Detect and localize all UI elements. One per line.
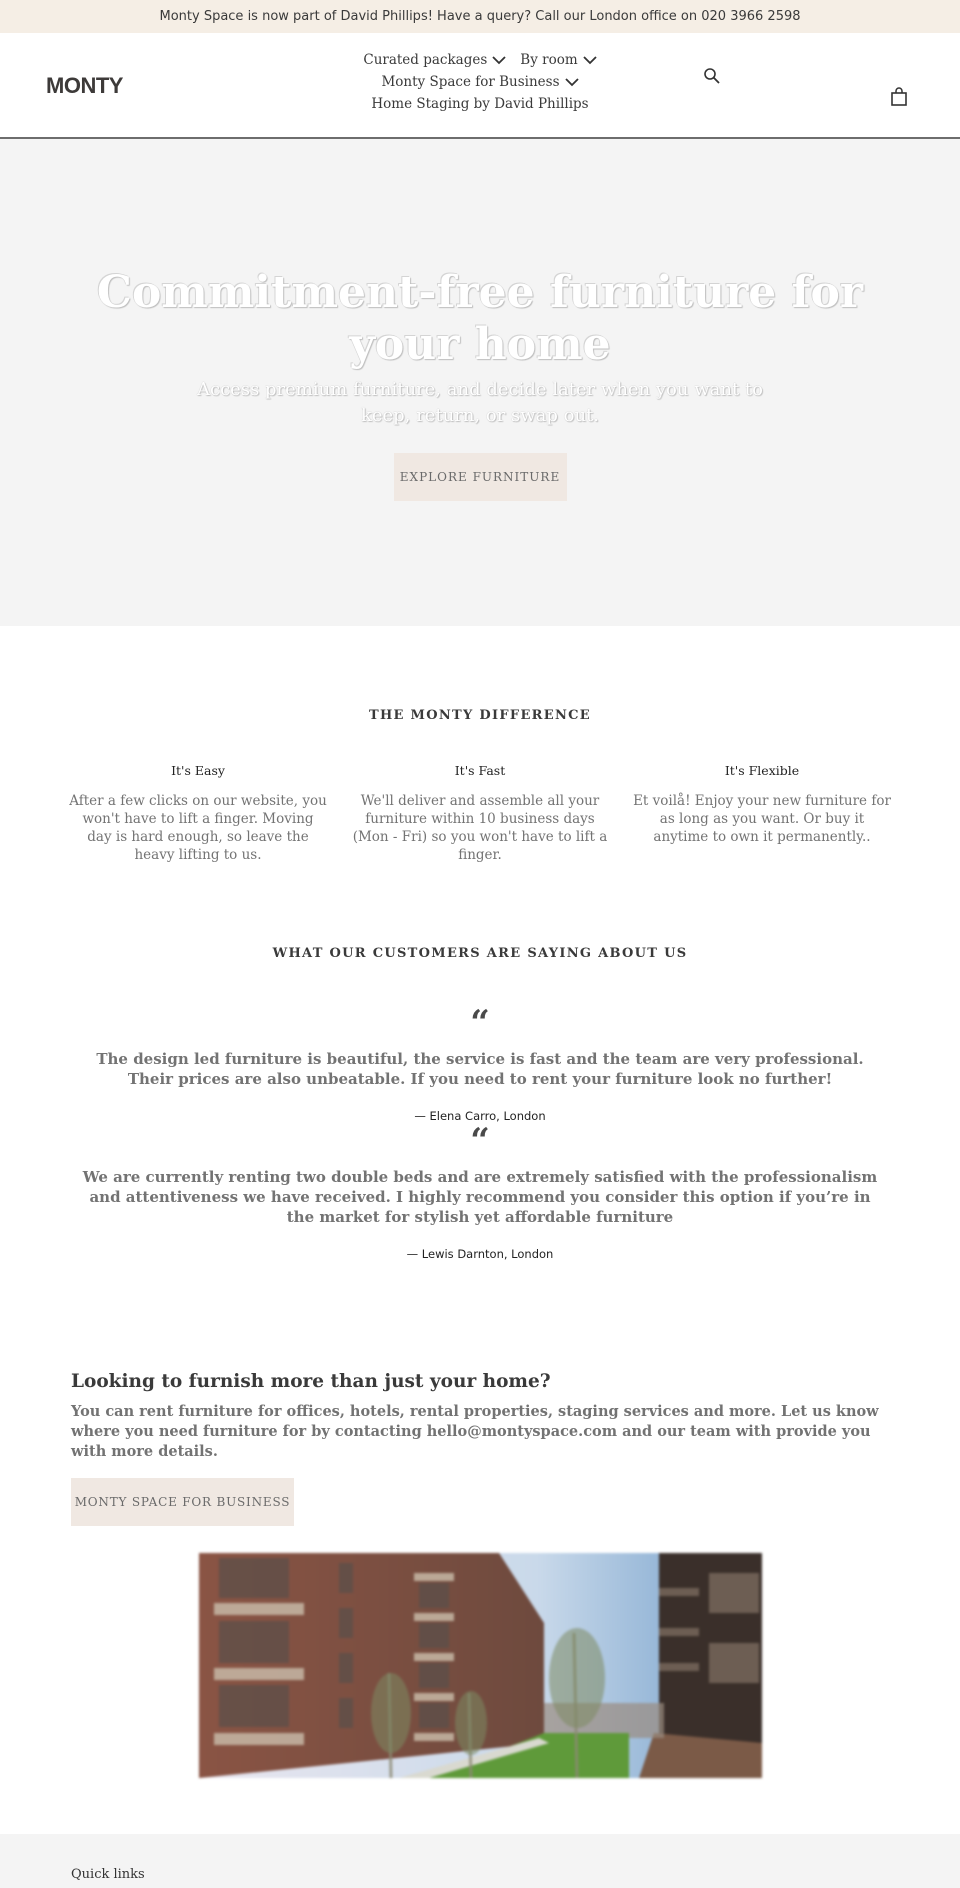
announcement-bar <box>0 0 960 33</box>
site-header <box>0 33 960 139</box>
business-text: You can rent furniture for offices, hotels, rental properties, staging services and more. Let us know where you need furniture for by contacting hello@montyspace.com and our team with provide you with more details. <box>71 1403 879 1460</box>
features-row <box>0 763 960 864</box>
feature-easy <box>69 763 327 864</box>
testimonial-text: We are currently renting two double beds and are extremely satisfied with the professionalism and attentiveness we have received. I highly recommend you consider this option if you’re in the market for stylish yet affordable furniture <box>82 1168 878 1226</box>
chevron-down-icon <box>583 55 597 65</box>
hero-title: Commitment-free furniture for your home <box>96 267 864 370</box>
chevron-down-icon <box>565 77 579 87</box>
explore-furniture-button[interactable]: EXPLORE FURNITURE <box>394 453 567 501</box>
testimonial-author: — Elena Carro, London <box>414 1109 546 1123</box>
apartment-courtyard-image <box>199 1553 762 1778</box>
main-nav <box>330 49 630 115</box>
monty-space-business-button[interactable]: MONTY SPACE FOR BUSINESS <box>71 1478 294 1526</box>
feature-text: We'll deliver and assemble all your furniture within 10 business days (Mon - Fri) so you won't have to lift a finger. <box>352 793 608 863</box>
nav-item-by-room[interactable] <box>520 49 596 71</box>
testimonial-author: — Lewis Darnton, London <box>406 1247 554 1261</box>
monty-difference-section <box>0 626 960 864</box>
nav-label: By room <box>520 52 578 68</box>
site-footer <box>0 1834 960 1888</box>
hero-banner <box>0 139 960 626</box>
business-title: Looking to furnish more than just your home? <box>71 1371 551 1392</box>
feature-fast <box>351 763 609 864</box>
feature-text: Et voilå! Enjoy your new furniture for as long as you want. Or buy it anytime to own it permanently.. <box>633 793 891 845</box>
search-icon[interactable] <box>703 67 721 85</box>
nav-item-home-staging[interactable] <box>371 93 588 115</box>
testimonials-section <box>0 864 960 1261</box>
nav-label: Monty Space for Business <box>381 74 560 90</box>
quick-links-title: Quick links <box>71 1867 145 1882</box>
nav-label: Home Staging by David Phillips <box>371 96 589 112</box>
building-photo-illustration <box>199 1553 762 1778</box>
site-logo[interactable]: MONTY <box>46 73 123 98</box>
section-title: THE MONTY DIFFERENCE <box>368 708 592 723</box>
announcement-text: Monty Space is now part of David Phillips! Have a query? Call our London office on 020 3966 2598 <box>159 9 801 24</box>
feature-title: It's Flexible <box>724 763 800 778</box>
testimonial <box>0 1003 960 1123</box>
testimonial-text: The design led furniture is beautiful, the service is fast and the team are very professional. Their prices are also unbeatable. If you need to rent your furniture look no further! <box>96 1050 864 1088</box>
business-section <box>0 1261 960 1526</box>
feature-flexible <box>633 763 891 864</box>
chevron-down-icon <box>492 55 506 65</box>
nav-label: Curated packages <box>363 52 488 68</box>
testimonial <box>0 1121 960 1261</box>
feature-title: It's Easy <box>171 763 225 778</box>
hero-subtitle: Access premium furniture, and decide later when you want to keep, return, or swap out. <box>197 379 763 426</box>
cart-icon[interactable] <box>890 87 908 107</box>
feature-text: After a few clicks on our website, you won't have to lift a finger. Moving day is hard enough, so leave the heavy lifting to us. <box>69 793 327 863</box>
quote-icon: “ <box>470 1003 490 1043</box>
quote-icon: “ <box>470 1121 490 1161</box>
photo-container <box>0 1553 960 1778</box>
section-title: WHAT OUR CUSTOMERS ARE SAYING ABOUT US <box>272 946 688 961</box>
nav-item-curated-packages[interactable] <box>363 49 506 71</box>
nav-item-business[interactable] <box>381 71 578 93</box>
feature-title: It's Fast <box>454 763 506 778</box>
